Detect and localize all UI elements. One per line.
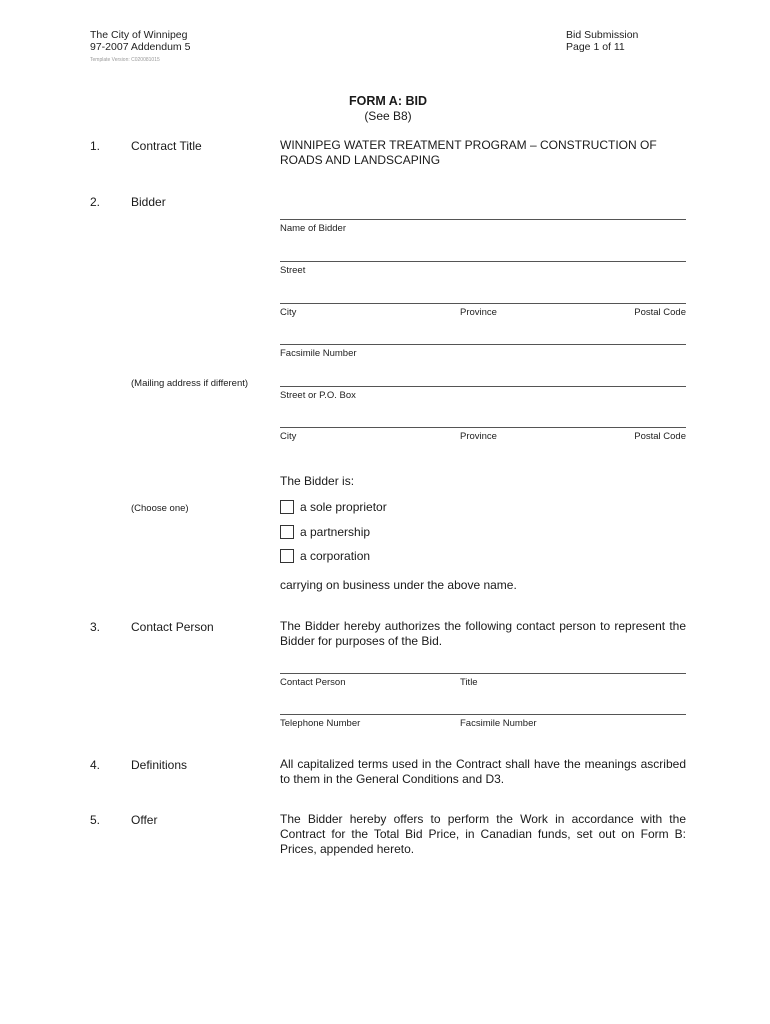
facsimile-caption: Facsimile Number [280, 348, 357, 359]
contact-person-caption: Contact Person [280, 677, 346, 688]
corporation-label: a corporation [300, 549, 371, 563]
offer-text: The Bidder hereby offers to perform the Work in accordance with the Contract for the Total Bid Price, in Canadian funds, set out on Form B: Prices, appended hereto. [280, 812, 686, 856]
mailing-street-caption: Street or P.O. Box [280, 390, 356, 401]
document-type: Bid Submission [566, 29, 639, 41]
form-subtitle: (See B8) [364, 109, 412, 123]
contact-fax-caption: Facsimile Number [460, 718, 537, 729]
telephone-fax-field[interactable] [280, 714, 686, 729]
title-caption: Title [460, 677, 478, 688]
mailing-street-field[interactable] [280, 386, 686, 401]
section-2-label: Bidder [131, 195, 166, 209]
header-left [90, 29, 190, 53]
template-version: Template Version: C020081015 [90, 57, 160, 63]
section-2-number: 2. [90, 195, 101, 209]
postal-code-caption: Postal Code [634, 307, 686, 318]
section-1-number: 1. [90, 139, 101, 153]
bidder-name-caption: Name of Bidder [280, 223, 347, 234]
section-1-label: Contract Title [131, 139, 202, 153]
bidder-name-field[interactable] [280, 219, 686, 234]
choose-one-note: (Choose one) [131, 503, 189, 514]
partnership-checkbox[interactable] [280, 525, 294, 539]
carrying-on-text: carrying on business under the above name. [280, 578, 517, 592]
city-caption: City [280, 307, 297, 318]
partnership-label: a partnership [300, 525, 371, 539]
definitions-text: All capitalized terms used in the Contract shall have the meanings ascribed to them in the General Conditions and D3. [280, 757, 686, 786]
mailing-address-note: (Mailing address if different) [131, 378, 249, 389]
section-4-label: Definitions [131, 758, 188, 772]
sole-proprietor-checkbox[interactable] [280, 500, 294, 514]
contact-title-field[interactable] [280, 673, 686, 688]
option-corporation[interactable] [280, 549, 370, 563]
form-title: FORM A: BID [349, 94, 427, 108]
contract-title-value: WINNIPEG WATER TREATMENT PROGRAM – CONSTRUCTION OF ROADS AND LANDSCAPING [280, 138, 657, 167]
addendum-number: 97-2007 Addendum 5 [90, 41, 191, 53]
section-3-number: 3. [90, 620, 101, 634]
province-caption: Province [460, 307, 497, 318]
street-caption: Street [280, 265, 306, 276]
contact-person-text: The Bidder hereby authorizes the following contact person to represent the Bidder for purposes of the Bid. [280, 619, 686, 648]
sole-proprietor-label: a sole proprietor [300, 500, 387, 514]
mailing-city-province-postal-field[interactable] [280, 427, 686, 442]
section-4-number: 4. [90, 758, 101, 772]
mailing-province-caption: Province [460, 431, 497, 442]
city-name: The City of Winnipeg [90, 29, 188, 41]
mailing-postal-caption: Postal Code [634, 431, 686, 442]
section-5-number: 5. [90, 813, 101, 827]
option-partnership[interactable] [280, 525, 370, 539]
page-number: Page 1 of 11 [566, 41, 625, 53]
mailing-city-caption: City [280, 431, 297, 442]
street-field[interactable] [280, 261, 686, 276]
header-right [566, 29, 638, 53]
section-3-label: Contact Person [131, 620, 214, 634]
option-sole-proprietor[interactable] [280, 500, 387, 514]
bidder-is-heading: The Bidder is: [280, 474, 355, 488]
facsimile-field[interactable] [280, 344, 686, 359]
corporation-checkbox[interactable] [280, 549, 294, 563]
section-5-label: Offer [131, 813, 158, 827]
city-province-postal-field[interactable] [280, 303, 686, 318]
telephone-caption: Telephone Number [280, 718, 361, 729]
